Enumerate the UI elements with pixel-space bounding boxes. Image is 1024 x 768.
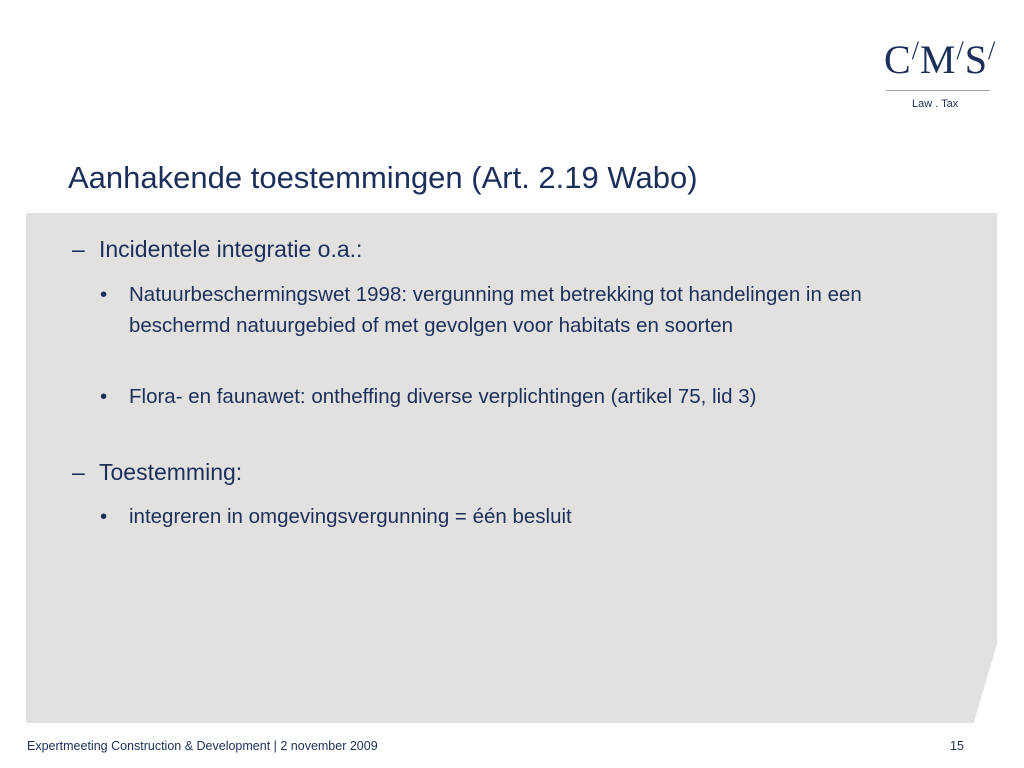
section-heading-2 xyxy=(72,459,242,486)
bullet-item-1 xyxy=(100,280,920,341)
footer-text: Expertmeeting Construction & Development | 2 november 2009 xyxy=(27,739,378,753)
bullet-item-2 xyxy=(100,382,920,413)
logo-letter-m: M xyxy=(919,37,956,82)
cms-logo xyxy=(880,36,996,118)
logo-divider xyxy=(886,90,990,91)
dash-marker: – xyxy=(72,236,85,262)
section-heading-text: Toestemming: xyxy=(99,459,243,485)
bullet-text: integreren in omgevingsvergunning = één besluit xyxy=(129,505,572,528)
slide-title: Aanhakende toestemmingen (Art. 2.19 Wabo) xyxy=(68,160,698,195)
section-heading-text: Incidentele integratie o.a.: xyxy=(99,236,363,262)
dash-marker: – xyxy=(72,459,85,485)
page-number: 15 xyxy=(950,739,964,753)
logo-slash-3: / xyxy=(987,36,996,65)
section-heading-1 xyxy=(72,236,362,263)
logo-tagline: Law . Tax xyxy=(912,98,959,110)
bullet-marker: • xyxy=(100,283,108,306)
bullet-text: Natuurbeschermingswet 1998: vergunning met betrekking tot handelingen in een beschermd natuurgebied of met gevolgen voor habitats en soorten xyxy=(129,283,862,337)
logo-slash-1: / xyxy=(911,36,919,65)
bullet-text: Flora- en faunawet: ontheffing diverse verplichtingen (artikel 75, lid 3) xyxy=(129,385,757,408)
bullet-marker: • xyxy=(100,505,108,528)
cms-logo-mark xyxy=(884,38,996,80)
bullet-marker: • xyxy=(100,385,108,408)
bullet-item-3 xyxy=(100,502,920,533)
logo-slash-2: / xyxy=(956,36,964,65)
logo-letter-s: S xyxy=(964,37,987,82)
logo-letter-c: C xyxy=(884,37,911,82)
